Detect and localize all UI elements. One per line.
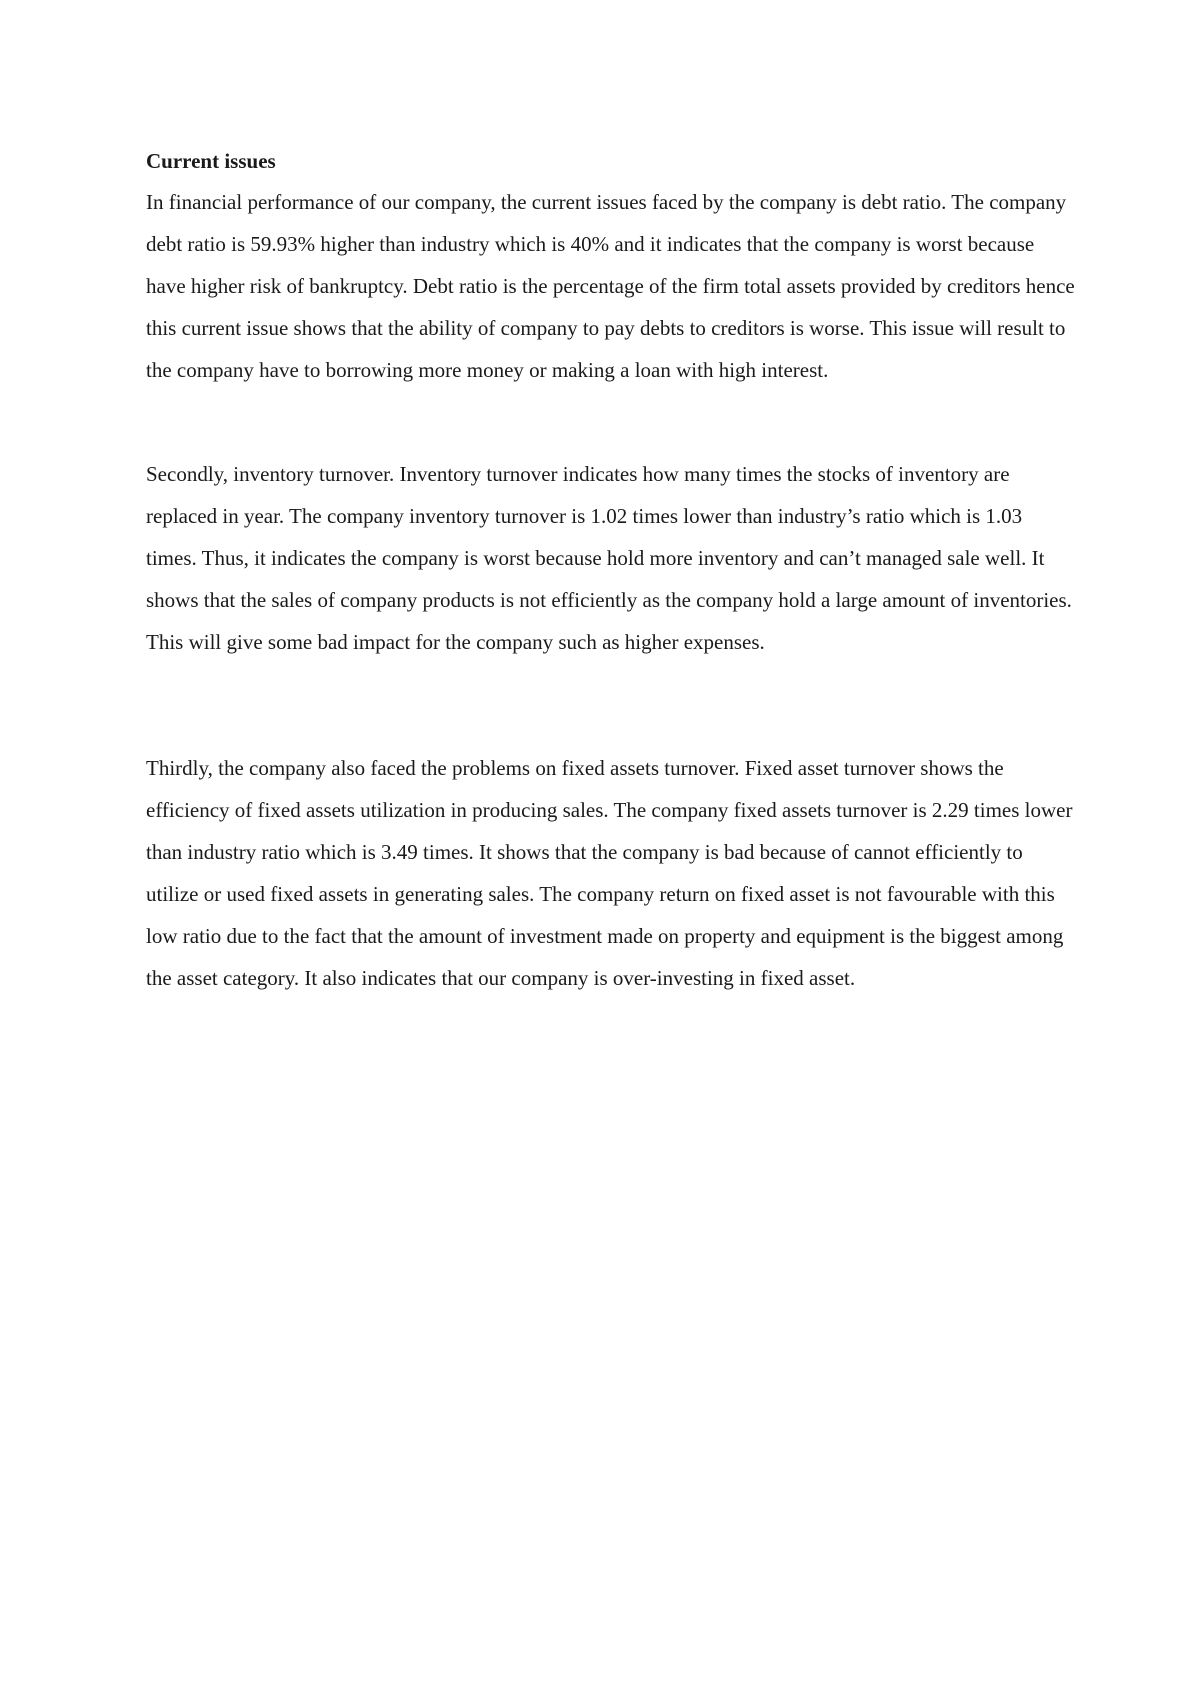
paragraph-inventory-turnover: Secondly, inventory turnover. Inventory turnover indicates how many times the stocks of inventory are replaced in year. The company inventory turnover is 1.02 times lower than industry’s ratio which is 1.03 times. Thus, it indicates the company is worst because hold more inventory and can’t managed sale well. It shows that the sales of company products is not efficiently as the company hold a large amount of inventories. This will give some bad impact for the company such as higher expenses. <box>146 462 1072 654</box>
paragraph-debt-ratio: In financial performance of our company, the current issues faced by the company is debt ratio. The company debt ratio is 59.93% higher than industry which is 40% and it indicates that the company is worst because have higher risk of bankruptcy. Debt ratio is the percentage of the firm total assets provided by creditors hence this current issue shows that the ability of company to pay debts to creditors is worse. This issue will result to the company have to borrowing more money or making a loan with high interest. <box>146 190 1075 382</box>
paragraph-fixed-assets-turnover: Thirdly, the company also faced the problems on fixed assets turnover. Fixed asset turnover shows the efficiency of fixed assets utilization in producing sales. The company fixed assets turnover is 2.29 times lower than industry ratio which is 3.49 times. It shows that the company is bad because of cannot efficiently to utilize or used fixed assets in generating sales. The company return on fixed asset is not favourable with this low ratio due to the fact that the amount of investment made on property and equipment is the biggest among the asset category. It also indicates that our company is over-investing in fixed asset. <box>146 756 1073 990</box>
document-body <box>146 141 1076 999</box>
paragraph-spacer <box>146 663 1076 747</box>
section-heading: Current issues <box>146 149 276 173</box>
paragraph-spacer <box>146 391 1076 453</box>
